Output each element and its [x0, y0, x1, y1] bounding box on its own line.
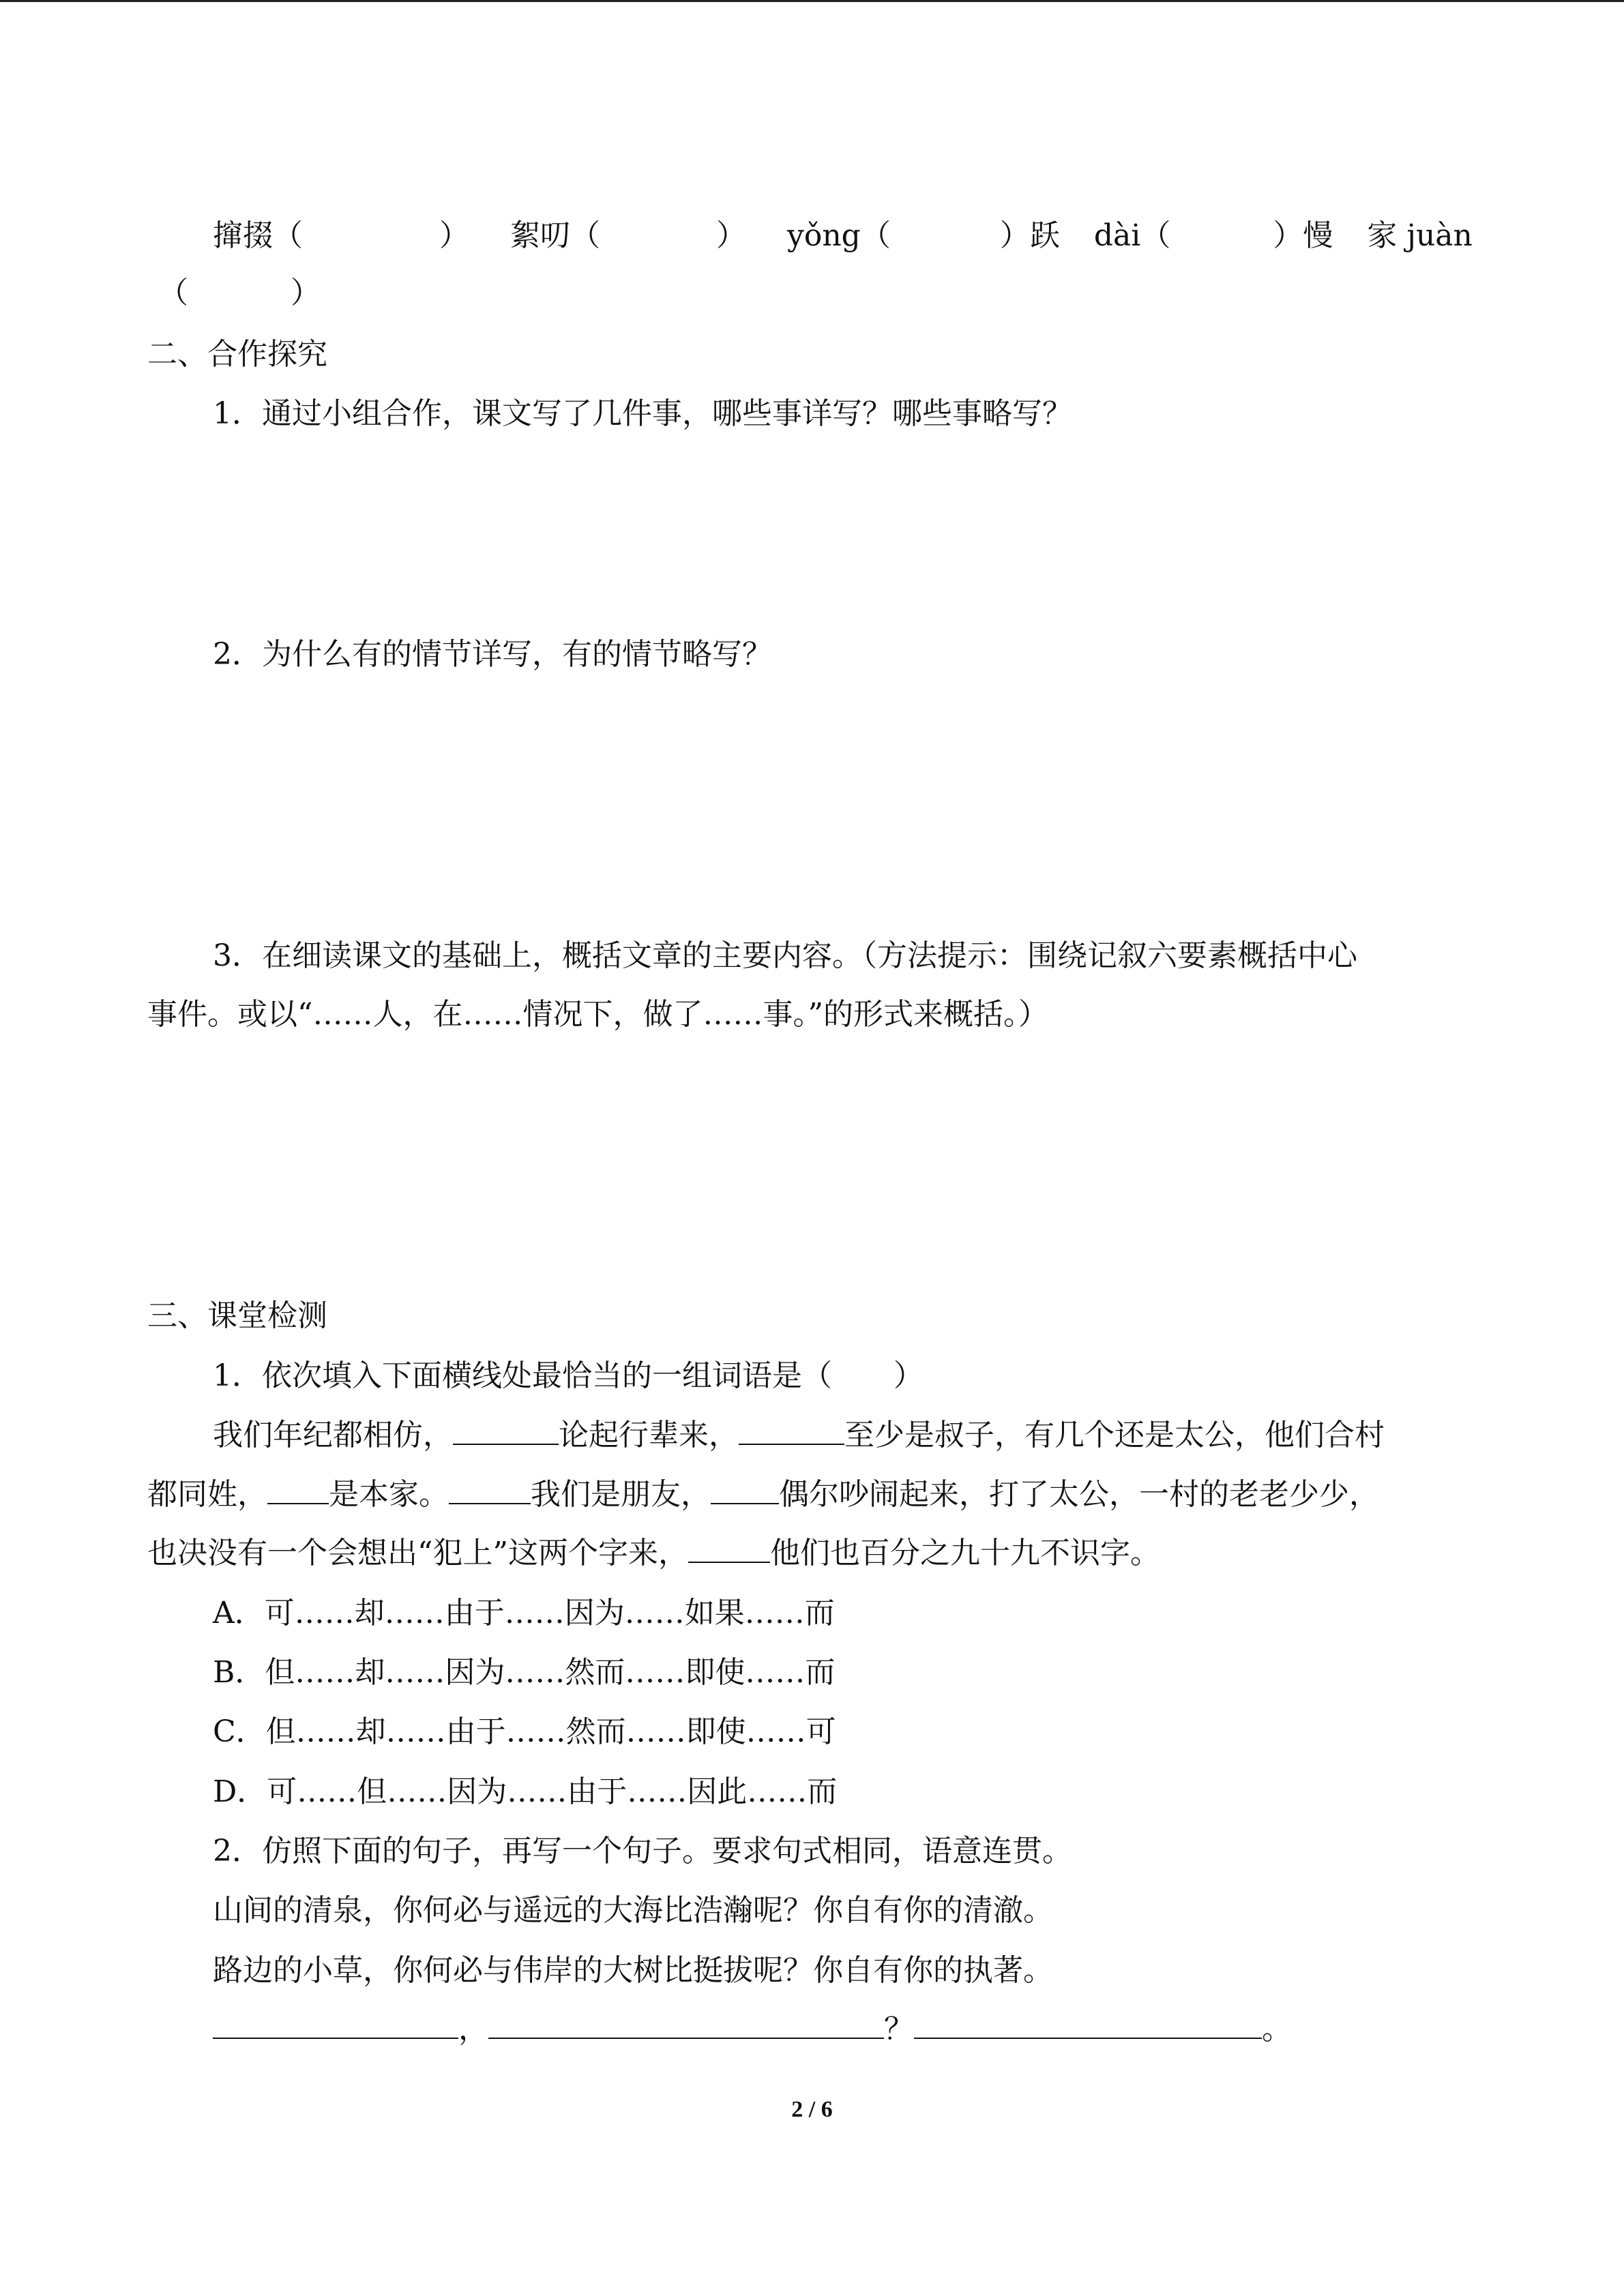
pinyin-item-1-close: ） [439, 218, 469, 253]
blank-5 [711, 1476, 779, 1504]
answer-blank-1 [213, 2010, 458, 2039]
pinyin-item-5: 家 juàn [1367, 218, 1473, 253]
passage-line-1 [213, 1415, 1385, 1456]
pinyin-item-4-close: ）慢 [1273, 218, 1333, 253]
blank-3 [267, 1476, 329, 1504]
passage-2d: 偶尔吵闹起来，打了太公，一村的老老少少， [779, 1477, 1379, 1512]
passage-1a: 我们年纪都相仿， [213, 1418, 453, 1452]
answer-period: 。 [1262, 2012, 1292, 2046]
page-top-border [0, 0, 1624, 2]
pinyin-item-2: 絮叨（ [510, 218, 600, 253]
answer-blank-3 [914, 2010, 1262, 2039]
answer-blank-2 [488, 2010, 884, 2039]
example-sentence-2: 路边的小草，你何必与伟岸的大树比挺拔呢？你自有你的执著。 [213, 1953, 1053, 1988]
section-2-heading: 二、合作探究 [147, 337, 327, 372]
example-sentence-1: 山间的清泉，你何必与遥远的大海比浩瀚呢？你自有你的清澈。 [213, 1893, 1053, 1928]
question-1-close: ） [894, 1358, 924, 1393]
blank-1 [453, 1416, 559, 1445]
answer-comma: ， [458, 2012, 488, 2046]
passage-3a: 也决没有一个会想出“犯上”这两个字来， [147, 1536, 688, 1570]
blank-2 [739, 1416, 844, 1445]
section-2-question-1: 1．通过小组合作，课文写了几件事，哪些事详写？哪些事略写？ [213, 396, 1072, 431]
question-1-text: 1．依次填入下面横线处最恰当的一组词语是（ [213, 1358, 832, 1393]
pinyin-item-4: dài（ [1093, 218, 1171, 253]
pinyin-wrap-close: ） [291, 275, 321, 310]
section-3-question-2: 2．仿照下面的句子，再写一个句子。要求句式相同，语意连贯。 [213, 1834, 1072, 1868]
pinyin-row [213, 215, 1473, 256]
pinyin-row-wrap [158, 273, 321, 314]
option-c: C．但……却……由于……然而……即使……可 [213, 1714, 836, 1749]
passage-line-3 [147, 1533, 1160, 1574]
section-3-question-1 [213, 1356, 924, 1397]
passage-1c: 至少是叔子，有几个还是太公，他们合村 [844, 1418, 1385, 1452]
option-b: B．但……却……因为……然而……即使……而 [213, 1655, 836, 1690]
page-number: 2 / 6 [791, 2097, 833, 2122]
pinyin-item-3: yǒng（ [787, 218, 891, 253]
pinyin-item-1: 撺掇（ [213, 218, 303, 253]
passage-line-2 [147, 1474, 1379, 1515]
section-2-question-3-line-1: 3．在细读课文的基础上，概括文章的主要内容。（方法提示：围绕记叙六要素概括中心 [213, 938, 1357, 973]
option-d: D．可……但……因为……由于……因此……而 [213, 1774, 838, 1809]
option-a: A．可……却……由于……因为……如果……而 [213, 1596, 835, 1630]
blank-4 [449, 1476, 531, 1504]
passage-2c: 我们是朋友， [531, 1477, 711, 1512]
section-2-question-3-line-2: 事件。或以“……人，在……情况下，做了……事。”的形式来概括。） [147, 997, 1048, 1032]
pinyin-item-2-close: ） [716, 218, 746, 253]
answer-question-mark: ？ [884, 2012, 914, 2046]
section-3-heading: 三、课堂检测 [147, 1298, 327, 1333]
blank-6 [688, 1534, 770, 1563]
answer-line [213, 2009, 1292, 2050]
pinyin-item-3-close: ）跃 [999, 218, 1060, 253]
passage-2a: 都同姓， [147, 1477, 267, 1512]
pinyin-wrap-open: （ [158, 275, 188, 310]
passage-2b: 是本家。 [329, 1477, 449, 1512]
section-2-question-2: 2．为什么有的情节详写，有的情节略写？ [213, 637, 772, 672]
passage-1b: 论起行辈来， [559, 1418, 739, 1452]
passage-3b: 他们也百分之九十九不识字。 [770, 1536, 1160, 1570]
